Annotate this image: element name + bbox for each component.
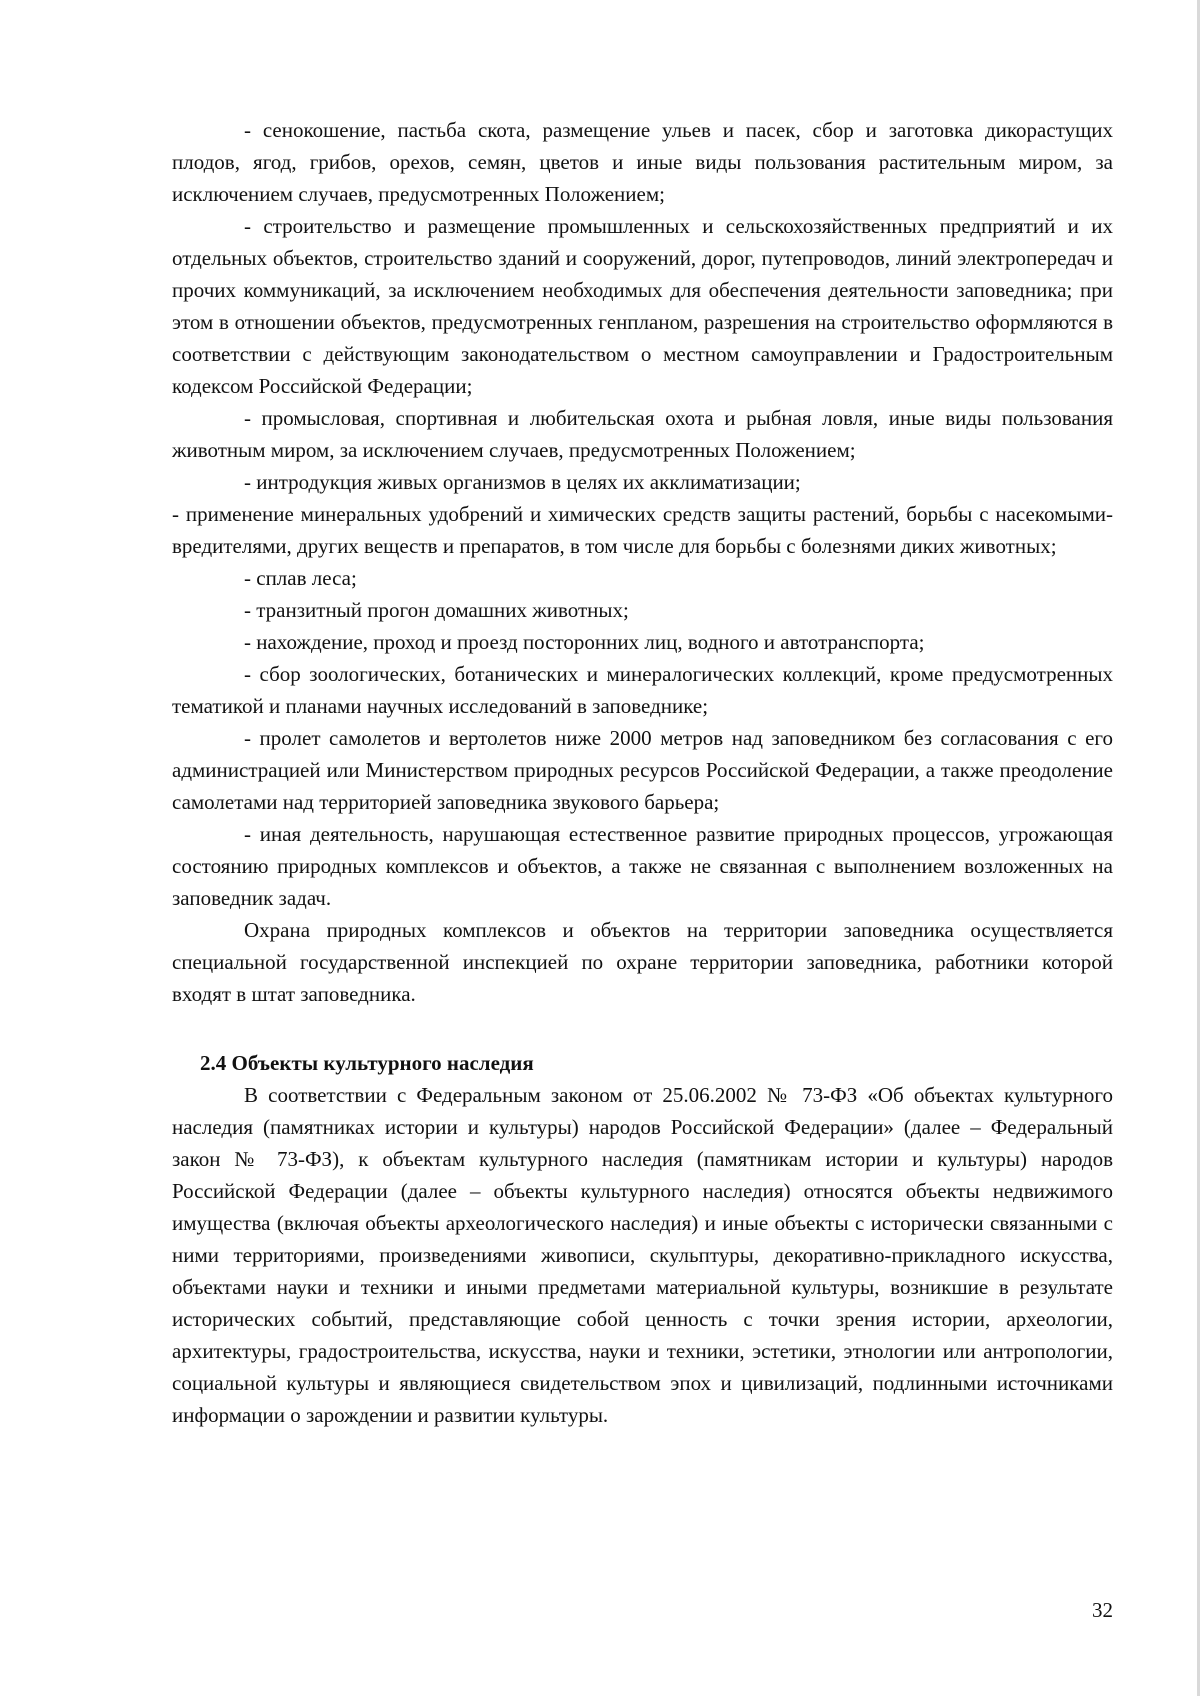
paragraph-aircraft: - пролет самолетов и вертолетов ниже 2000 метров над заповедником без согласования с его администрацией или Министерством природных ресурсов Российской Федерации, а также преодоление самолетами над территорией заповедника звукового барьера; <box>172 726 1113 814</box>
paragraph-timber-rafting: - сплав леса; <box>244 566 357 590</box>
paragraph-fertilizers: - применение минеральных удобрений и химических средств защиты растений, борьбы с насекомыми-вредителями, других веществ и препаратов, в том числе для борьбы с болезнями диких животных; <box>172 502 1113 558</box>
paragraph-collections: - сбор зоологических, ботанических и минералогических коллекций, кроме предусмотренных тематикой и планами научных исследований в заповеднике; <box>172 662 1113 718</box>
paragraph-construction: - строительство и размещение промышленных и сельскохозяйственных предприятий и их отдельных объектов, строительство зданий и сооружений, дорог, путепроводов, линий электропередач и прочих коммуникаций, за исключением необходимых для обеспечения деятельности заповедника; при этом в отношении объектов, предусмотренных генпланом, разрешения на строительство оформляются в соответствии с действующим законодательством о местном самоуправлении и Градостроительным кодексом Российской Федерации; <box>172 214 1113 398</box>
paragraph-livestock-transit: - транзитный прогон домашних животных; <box>244 598 629 622</box>
paragraph-introduction: - интродукция живых организмов в целях их акклиматизации; <box>244 470 801 494</box>
paragraph-protection: Охрана природных комплексов и объектов на территории заповедника осуществляется специальной государственной инспекцией по охране территории заповедника, работники которой входят в штат заповедника. <box>172 918 1113 1006</box>
section-heading: 2.4 Объекты культурного наследия <box>200 1051 534 1075</box>
page-number: 32 <box>1092 1598 1113 1622</box>
paragraph-haymaking: - сенокошение, пастьба скота, размещение ульев и пасек, сбор и заготовка дикорастущих плодов, ягод, грибов, орехов, семян, цветов и иные виды пользования растительным миром, за исключением случаев, предусмотренных Положением; <box>172 118 1113 206</box>
paragraph-cultural-heritage: В соответствии с Федеральным законом от 25.06.2002 № 73-ФЗ «Об объектах культурного наследия (памятниках истории и культуры) народов Российской Федерации» (далее – Федеральный закон № 73-ФЗ), к объектам культурного наследия (памятникам истории и культуры) народов Российской Федерации (далее – объекты культурного наследия) относятся объекты недвижимого имущества (включая объекты археологического наследия) и иные объекты с исторически связанными с ними территориями, произведениями живописи, скульптуры, декоративно-прикладного искусства, объектами науки и техники и иными предметами материальной культуры, возникшие в результате исторических событий, представляющие собой ценность с точки зрения истории, археологии, архитектуры, градостроительства, искусства, науки и техники, эстетики, этнологии или антропологии, социальной культуры и являющиеся свидетельством эпох и цивилизаций, подлинными источниками информации о зарождении и развитии культуры. <box>172 1083 1113 1427</box>
paragraph-other-activity: - иная деятельность, нарушающая естественное развитие природных процессов, угрожающая состоянию природных комплексов и объектов, а также не связанная с выполнением возложенных на заповедник задач. <box>172 822 1113 910</box>
paragraph-unauthorized-access: - нахождение, проход и проезд посторонних лиц, водного и автотранспорта; <box>244 630 925 654</box>
document-body <box>172 114 1113 1431</box>
paragraph-hunting: - промысловая, спортивная и любительская охота и рыбная ловля, иные виды пользования животным миром, за исключением случаев, предусмотренных Положением; <box>172 406 1113 462</box>
